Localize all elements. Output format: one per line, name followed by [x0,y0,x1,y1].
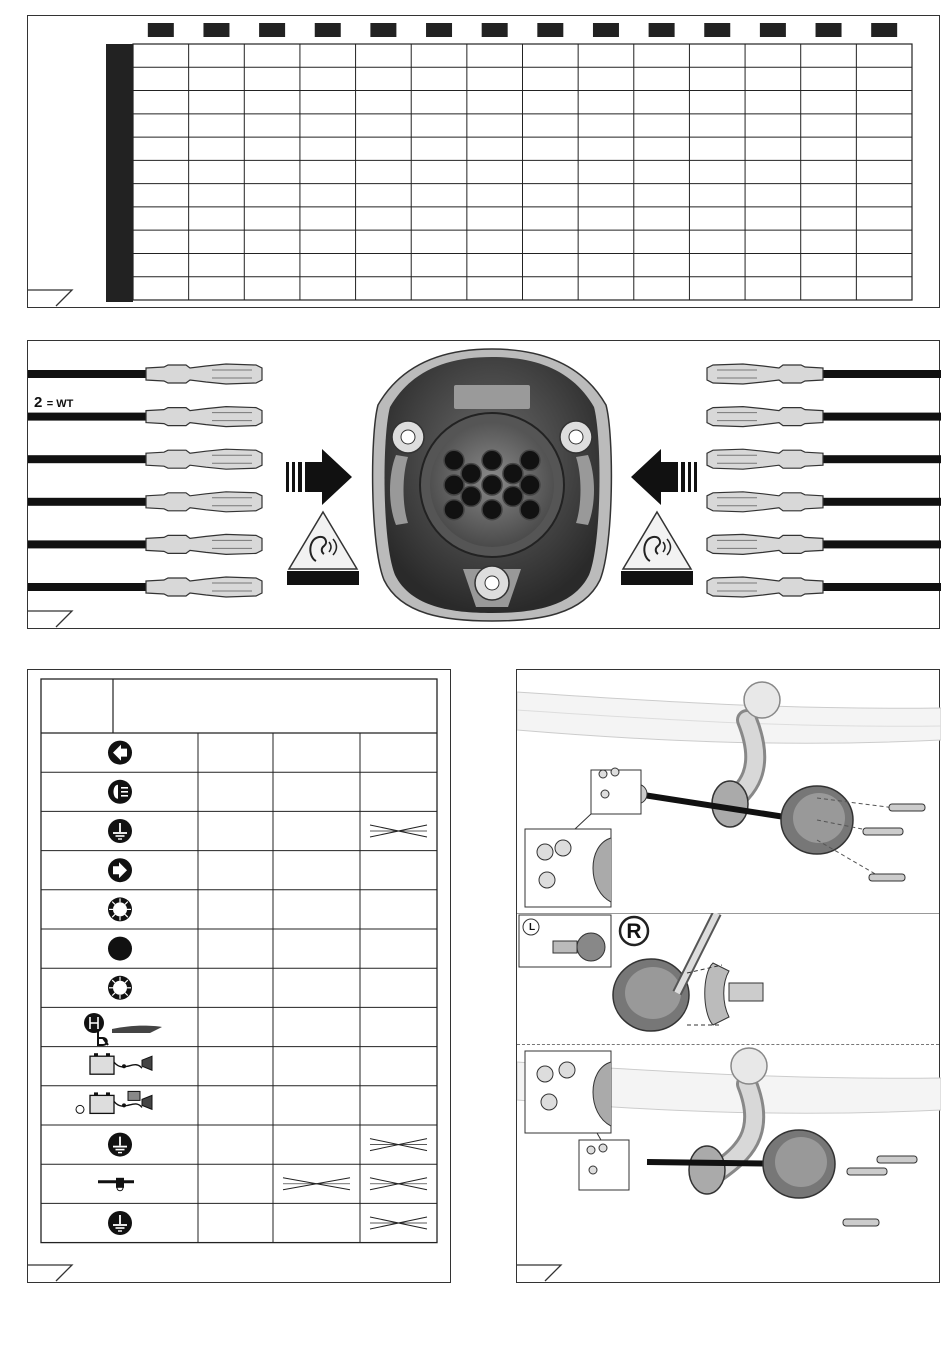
rear-fog-light-icon [108,780,132,804]
pin-function-table [28,670,452,1284]
crimp-terminal [707,449,823,469]
column-header-tab [203,23,229,37]
column-header-tab [760,23,786,37]
column-header-tab [649,23,675,37]
insert-arrow-right-icon [286,449,354,505]
not-applicable-cross [283,1178,350,1190]
pin-function-table-panel [27,669,451,1283]
wire-right [819,370,941,378]
ground-icon [108,1133,132,1157]
socket-pin-hole [461,464,481,484]
socket-pin-hole [444,475,464,495]
column-header-tab [370,23,396,37]
terminal-body [707,364,823,384]
terminal-body [146,364,262,384]
mounting-step-3-illustration [517,1044,941,1282]
column-header-tab [816,23,842,37]
terminal-body [707,492,823,512]
tail-light-ring-icon [108,976,132,1000]
socket-pin-hole [520,475,540,495]
battery-permanent-icon [90,1053,152,1074]
wire-label [34,394,73,412]
column-header-tab [537,23,563,37]
ground-icon [108,1211,132,1235]
mounting-step-1-illustration [517,670,941,913]
crimp-terminal [707,577,823,597]
crimp-terminal [146,577,262,597]
cable-sensor-icon [98,1178,134,1191]
not-applicable-cross [370,825,427,837]
crimp-terminal [146,364,262,384]
crimp-terminal [146,449,262,469]
terminal-body [146,492,262,512]
column-header-tab [593,23,619,37]
click-sound-warning-icon [620,509,694,585]
wire-right [819,455,941,463]
terminal-body [146,534,262,554]
crimp-terminal [146,534,262,554]
socket-pin-hole [444,450,464,470]
click-sound-warning-icon [286,509,360,585]
mounting-instructions-panel [516,669,940,1283]
socket-pin-hole [503,464,523,484]
wire-right [819,413,941,421]
wire-left [28,370,150,378]
left-side-badge: L [528,922,536,933]
socket-pin-hole [461,486,481,506]
terminal-body [707,449,823,469]
socket-pin-hole [503,486,523,506]
row-header-bar [106,44,133,302]
wire-left [28,498,150,506]
wire-left [28,583,150,591]
socket-pin-hole [520,450,540,470]
socket-pin-hole [482,500,502,520]
terminal-body [146,449,262,469]
ground-icon [108,819,132,843]
terminal-body [707,407,823,427]
wire-right [819,498,941,506]
wire-left [28,540,150,548]
wire-right [819,540,941,548]
column-header-tab [259,23,285,37]
page-corner-fold [28,285,74,307]
turn-right-arrow-icon [108,858,132,882]
13-pin-socket-rear-view [368,345,616,625]
connector-wiring-panel [27,340,940,629]
terminal-body [146,407,262,427]
turn-left-arrow-icon [108,741,132,765]
not-applicable-cross [370,1139,427,1151]
column-header-tab [482,23,508,37]
terminal-body [146,577,262,597]
crimp-terminal [707,534,823,554]
table-border [41,679,437,1243]
crimp-terminal [707,364,823,384]
wire-right [819,583,941,591]
terminal-body [707,534,823,554]
stop-light-icon [108,937,132,961]
socket-pin-hole [520,500,540,520]
socket-pin-hole [482,475,502,495]
column-header-tab [148,23,174,37]
pin-assignment-grid-panel [27,15,940,308]
mounting-step-2-illustration [517,913,941,1044]
wire-left [28,413,150,421]
battery-switched-icon [76,1091,152,1113]
not-applicable-cross [370,1217,427,1229]
page-corner-fold [28,1260,74,1282]
crimp-terminal [707,492,823,512]
socket-pin-hole [482,450,502,470]
socket-pin-hole [444,500,464,520]
terminal-body [707,577,823,597]
page-corner-fold [28,606,74,628]
wire-left [28,455,150,463]
column-header-tab [426,23,452,37]
column-header-tab [871,23,897,37]
column-header-tab [704,23,730,37]
crimp-terminal [707,407,823,427]
wire-label-number: 2 [34,394,43,411]
crimp-terminal [146,492,262,512]
pin-assignment-grid [28,16,941,309]
reverse-gear-icon [84,1013,162,1045]
column-header-tab [315,23,341,37]
crimp-terminal [146,407,262,427]
right-side-badge: R [626,920,642,943]
not-applicable-cross [370,1178,427,1190]
wire-label-text: = WT [46,398,74,410]
page-corner-fold [517,1260,563,1282]
insert-arrow-left-icon [629,449,697,505]
tail-light-ring-icon [108,897,132,921]
